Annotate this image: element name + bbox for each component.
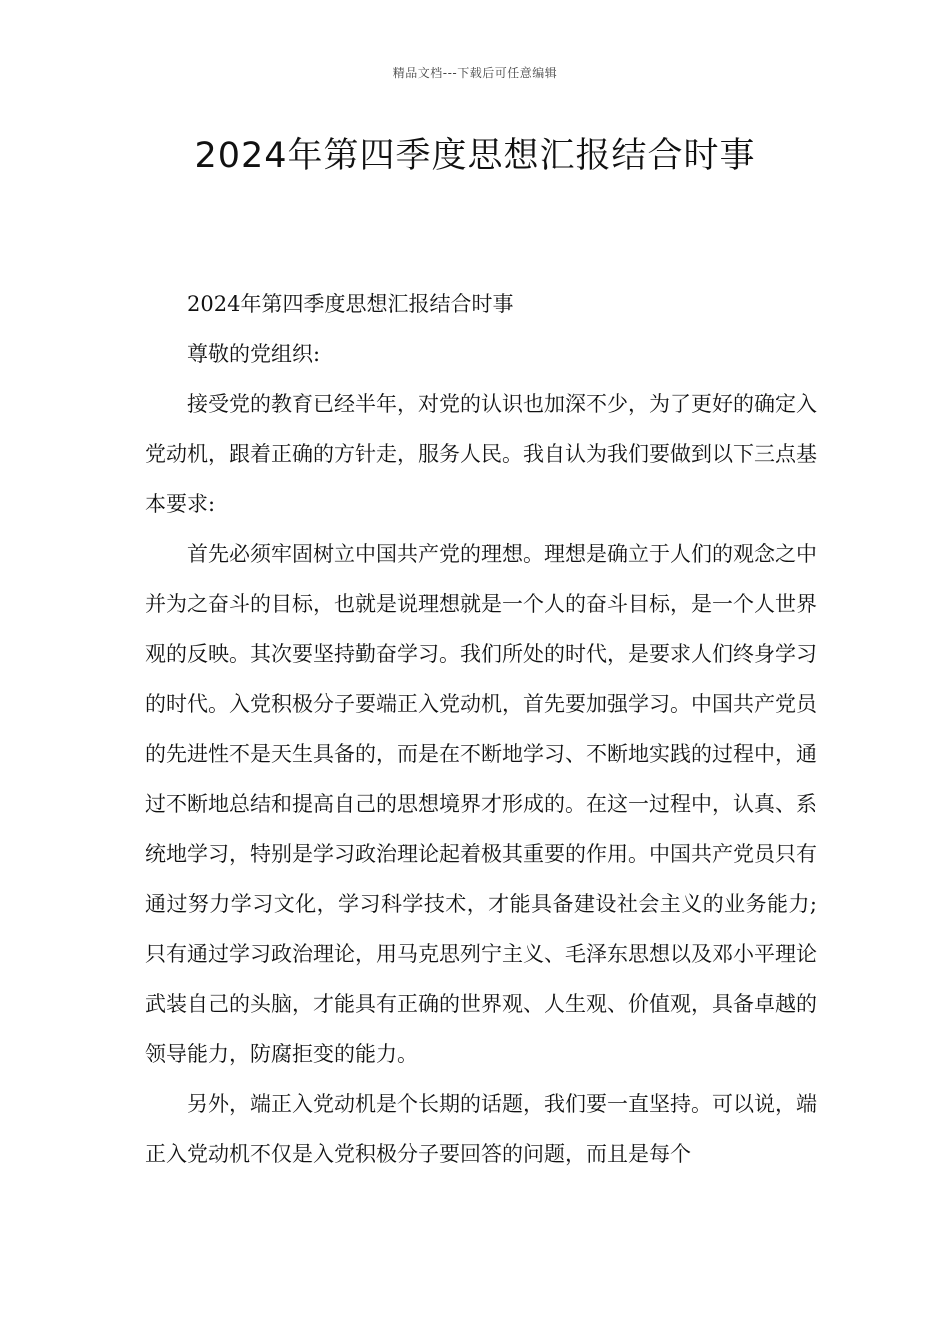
paragraph-intro: 接受党的教育已经半年，对党的认识也加深不少，为了更好的确定入党动机，跟着正确的方针走，服务人民。我自认为我们要做到以下三点基本要求: [145, 392, 817, 516]
paragraph-continuation: 另外，端正入党动机是个长期的话题，我们要一直坚持。可以说，端正入党动机不仅是入党积极分子要回答的问题，而且是每个 [145, 1092, 817, 1166]
paragraph-main: 首先必须牢固树立中国共产党的理想。理想是确立于人们的观念之中并为之奋斗的目标，也就是说理想就是一个人的奋斗目标，是一个人世界观的反映。其次要坚持勤奋学习。我们所处的时代，是要求人们终身学习的时代。入党积极分子要端正入党动机，首先要加强学习。中国共产党员的先进性不是天生具备的，而是在不断地学习、不断地实践的过程中，通过不断地总结和提高自己的思想境界才形成的。在这一过程中，认真、系统地学习，特别是学习政治理论起着极其重要的作用。中国共产党员只有通过努力学习文化，学习科学技术，才能具备建设社会主义的业务能力;只有通过学习政治理论，用马克思列宁主义、毛泽东思想以及邓小平理论武装自己的头脑，才能具有正确的世界观、人生观、价值观，具备卓越的领导能力，防腐拒变的能力。 [145, 542, 817, 1066]
paragraph-heading: 2024年第四季度思想汇报结合时事 [187, 292, 514, 316]
document-body [145, 279, 817, 1179]
document-title: 2024年第四季度思想汇报结合时事 [194, 136, 756, 176]
paragraph-salutation: 尊敬的党组织: [187, 342, 321, 366]
header-note: 精品文档---下载后可任意编辑 [392, 66, 558, 80]
